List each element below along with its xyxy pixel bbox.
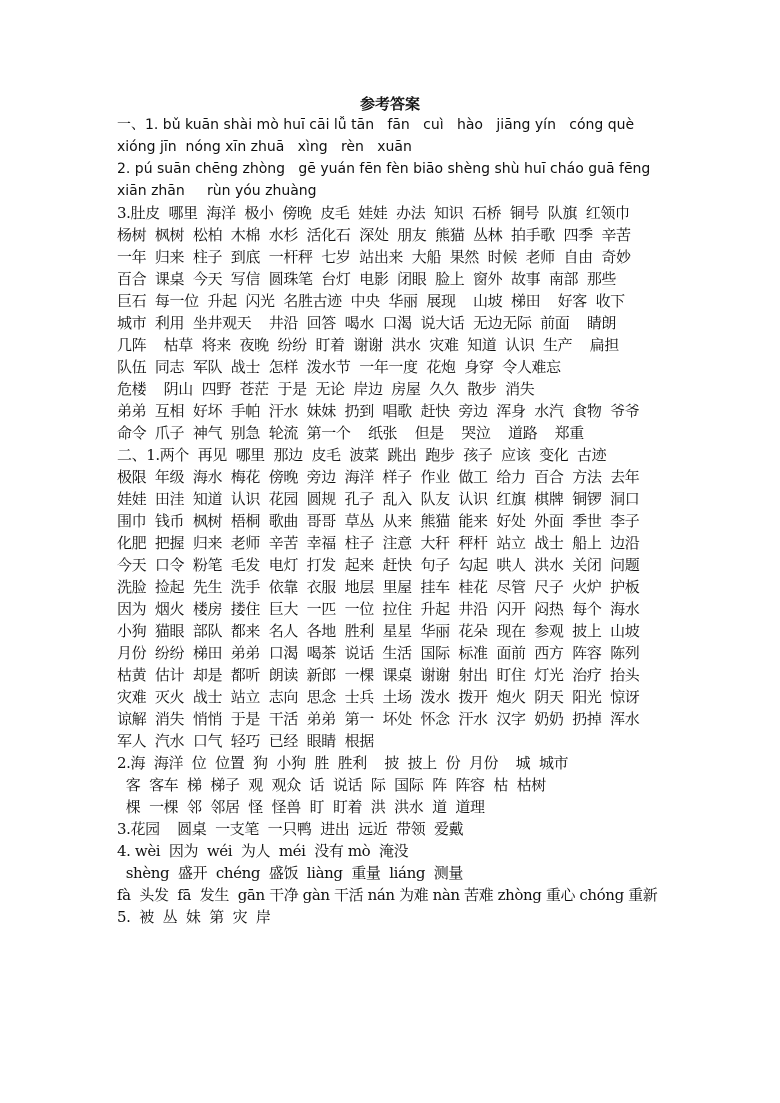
text-line: 城市 利用 坐井观天 井沿 回答 喝水 口渴 说大话 无边无际 前面 睛朗 (117, 314, 617, 332)
text-line: 4. wèi 因为 wéi 为人 méi 没有 mò 淹没 (117, 842, 409, 860)
text-line: 5. 被 丛 妹 第 灾 岸 (117, 908, 271, 926)
text-line: 今天 口令 粉笔 毛发 电灯 打发 起来 赶快 句子 勾起 哄人 洪水 关闭 问题 (117, 556, 640, 574)
text-line: 化肥 把握 归来 老师 辛苦 幸福 柱子 注意 大秆 秤杆 站立 战士 船上 边沿 (117, 534, 640, 552)
text-line: 洗脸 捡起 先生 洗手 依靠 衣服 地层 里屋 挂车 桂花 尽管 尺子 火炉 护板 (117, 578, 640, 596)
text-line: 客 客车 梯 梯子 观 观众 话 说话 际 国际 阵 阵容 枯 枯树 (117, 776, 546, 794)
text-line: shèng 盛开 chéng 盛饭 liàng 重量 liáng 测量 (117, 864, 463, 882)
text-line: 巨石 每一位 升起 闪光 名胜古迹 中央 华丽 展现 山坡 梯田 好客 收下 (117, 292, 625, 310)
text-line: 一、1. bǔ kuān shài mò huī cāi lǚ tān fān cuì hào jiāng yín cóng què (117, 117, 635, 133)
text-line: 围巾 钱币 枫树 梧桐 歌曲 哥哥 草丛 从来 熊猫 能来 好处 外面 季世 李子 (117, 512, 640, 530)
text-line: 3.花园 圆桌 一支笔 一只鸭 进出 远近 带领 爱戴 (117, 820, 464, 838)
text-line: 百合 课桌 今天 写信 圆珠笔 台灯 电影 闭眼 脸上 窗外 故事 南部 那些 (117, 270, 617, 288)
text-line: 危楼 阴山 四野 苍茫 于是 无论 岸边 房屋 久久 散步 消失 (117, 380, 535, 398)
text-line: xióng jīn nóng xīn zhuā xìng rèn xuān (117, 139, 412, 155)
text-line: 一年 归来 柱子 到底 一杆秤 七岁 站出来 大船 果然 时候 老师 自由 奇妙 (117, 248, 631, 266)
text-line: 因为 烟火 楼房 搂住 巨大 一匹 一位 拉住 升起 井沿 闪开 闷热 每个 海水 (117, 600, 640, 618)
text-line: 2. pú suān chēng zhòng gē yuán fēn fèn biāo shèng shù huī cháo guā fēng (117, 161, 651, 177)
text-line: 队伍 同志 军队 战士 怎样 泼水节 一年一度 花炮 身穿 令人难忘 (117, 358, 561, 376)
text-line: 二、1.两个 再见 哪里 那边 皮毛 波菜 跳出 跑步 孩子 应该 变化 古迹 (117, 446, 607, 464)
text-line: 枯黄 估计 却是 都听 朗读 新郎 一棵 课桌 谢谢 射出 盯住 灯光 治疗 抬头 (117, 666, 640, 684)
text-line: 小狗 猫眼 部队 都来 名人 各地 胜利 星星 华丽 花朵 现在 参观 披上 山坡 (117, 622, 640, 640)
text-line: 娃娃 田洼 知道 认识 花园 圆规 孔子 乱入 队友 认识 红旗 棋牌 铜锣 洞口 (117, 490, 640, 508)
text-line: xiān zhān rùn yóu zhuàng (117, 183, 317, 199)
text-line: 棵 一棵 邻 邻居 怪 怪兽 盯 盯着 洪 洪水 道 道理 (117, 798, 485, 816)
text-line: 极限 年级 海水 梅花 傍晚 旁边 海洋 样子 作业 做工 给力 百合 方法 去年 (117, 468, 640, 486)
text-line: 月份 纷纷 梯田 弟弟 口渴 喝茶 说话 生活 国际 标准 面前 西方 阵容 陈列 (117, 644, 640, 662)
text-line: 灾难 灭火 战士 站立 志向 思念 士兵 土场 泼水 拨开 炮火 阴天 阳光 惊讶 (117, 688, 640, 706)
text-line: 命令 爪子 神气 别急 轮流 第一个 纸张 但是 哭泣 道路 郑重 (117, 424, 584, 442)
text-line: 杨树 枫树 松柏 木棉 水杉 活化石 深处 朋友 熊猫 丛林 拍手歌 四季 辛苦 (117, 226, 631, 244)
page-title: 参考答案 (359, 95, 420, 113)
text-line: 弟弟 互相 好坏 手帕 汗水 妹妹 扔到 唱歌 赶快 旁边 浑身 水汽 食物 爷爷 (117, 402, 640, 420)
text-line: 3.肚皮 哪里 海洋 极小 傍晚 皮毛 娃娃 办法 知识 石桥 铜号 队旗 红领巾 (117, 204, 630, 222)
text-line: 军人 汽水 口气 轻巧 已经 眼睛 根据 (117, 732, 374, 750)
text-line: 谅解 消失 悄悄 于是 干活 弟弟 第一 坏处 怀念 汗水 汉字 奶奶 扔掉 浑水 (117, 710, 640, 728)
text-line: 几阵 枯草 将来 夜晚 纷纷 盯着 谢谢 洪水 灾难 知道 认识 生产 扁担 (117, 336, 619, 354)
text-line: fà 头发 fā 发生 gān 干净 gàn 干活 nán 为难 nàn 苦难 zhòng 重心 chóng 重新 (117, 886, 658, 904)
text-line: 2.海 海洋 位 位置 狗 小狗 胜 胜利 披 披上 份 月份 城 城市 (117, 754, 569, 772)
